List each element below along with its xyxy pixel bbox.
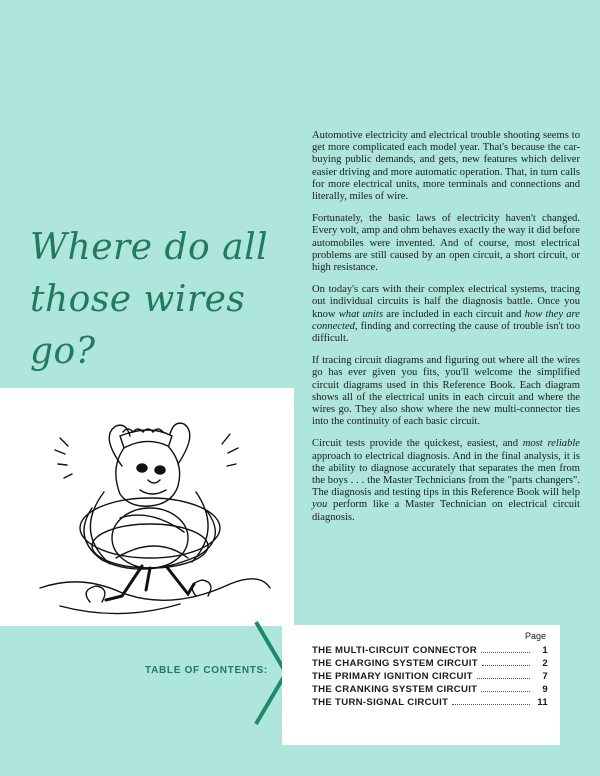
toc-entry <box>312 658 548 671</box>
body-text <box>312 130 580 534</box>
toc-entry <box>312 671 548 684</box>
body-paragraph-4 <box>312 355 580 428</box>
toc-leader-dots <box>477 678 530 679</box>
emphasis-text: how they are connected <box>312 308 580 332</box>
paragraph-text: On today's cars with their complex electrical systems, tracing out individual circuits is half the diagnosis battle. Once you know <box>312 284 580 320</box>
toc-entry-page: 1 <box>542 645 548 656</box>
body-paragraph-2 <box>312 213 580 274</box>
paragraph-text: perform like a Master Technician on electrical circuit diagnosis. <box>312 499 580 523</box>
toc-entry <box>312 645 548 658</box>
toc-list <box>312 645 548 710</box>
emphasis-text: most reliable <box>522 438 581 450</box>
paragraph-text: If tracing circuit diagrams and figuring out where all the wires go has ever given you fits, you'll welcome the simplified circuit diagrams used in this Reference Book. Each diagram shows all of the electrical units in each circuit and where the wires go. They also show where the new multi-connector ties into the continuity of each basic circuit. <box>312 355 580 428</box>
body-paragraph-3 <box>312 284 580 345</box>
toc-leader-dots <box>481 652 530 653</box>
body-paragraph-1 <box>312 130 580 203</box>
toc-box <box>282 625 560 745</box>
paragraph-text: are included in each circuit and <box>383 308 525 320</box>
toc-page-header: Page <box>524 631 546 641</box>
toc-entry-page: 2 <box>542 658 548 669</box>
headline <box>30 222 290 378</box>
emphasis-text: what units <box>338 308 384 320</box>
toc-leader-dots <box>482 665 530 666</box>
cartoon-illustration <box>0 388 294 626</box>
paragraph-text: approach to electrical diagnosis. And in the final analysis, it is the ability to diagnose accurately that separates the men from the boys . . . the Master Technicians from the "parts changers". The diagnosis and testing tips in this Reference Book will help <box>312 450 580 499</box>
toc-entry-title: THE CHARGING SYSTEM CIRCUIT <box>312 658 478 669</box>
headline-line-2: those wires go? <box>30 279 246 372</box>
mechanic-tangled-in-wires-illustration <box>0 388 294 626</box>
paragraph-text: , finding and correcting the cause of trouble isn't too difficult. <box>312 320 580 345</box>
paragraph-text: Circuit tests provide the quickest, easiest, and <box>312 438 523 450</box>
toc-entry-title: THE TURN-SIGNAL CIRCUIT <box>312 697 449 708</box>
body-paragraph-5 <box>312 438 580 523</box>
toc-entry-title: THE MULTI-CIRCUIT CONNECTOR <box>312 645 477 656</box>
toc-entry-page: 9 <box>542 684 548 695</box>
toc-leader-dots <box>481 691 530 692</box>
toc-label: TABLE OF CONTENTS: <box>145 665 268 676</box>
toc-leader-dots <box>452 704 530 705</box>
paragraph-text: Fortunately, the basic laws of electricity haven't changed. Every volt, amp and ohm behaves exactly the way it did before automobiles were invented. And of course, most electrical problems are still caused by an open circuit, a short circuit, or high resistance. <box>312 213 580 274</box>
toc-entry-title: THE PRIMARY IGNITION CIRCUIT <box>312 671 473 682</box>
paragraph-text: Automotive electricity and electrical trouble shooting seems to get more complicated each model year. That's because the car-buying public demands, and gets, new features which deliver easier driving and more automatic operation. That, in turn calls for more electrical units, more terminals and connections and literally, miles of wire. <box>312 130 580 203</box>
toc-entry-title: THE CRANKING SYSTEM CIRCUIT <box>312 684 478 695</box>
toc-entry <box>312 684 548 697</box>
toc-entry-page: 7 <box>542 671 548 682</box>
toc-entry <box>312 697 548 710</box>
emphasis-text: you <box>312 499 328 511</box>
toc-entry-page: 11 <box>537 697 548 708</box>
headline-line-1: Where do all <box>30 227 269 268</box>
